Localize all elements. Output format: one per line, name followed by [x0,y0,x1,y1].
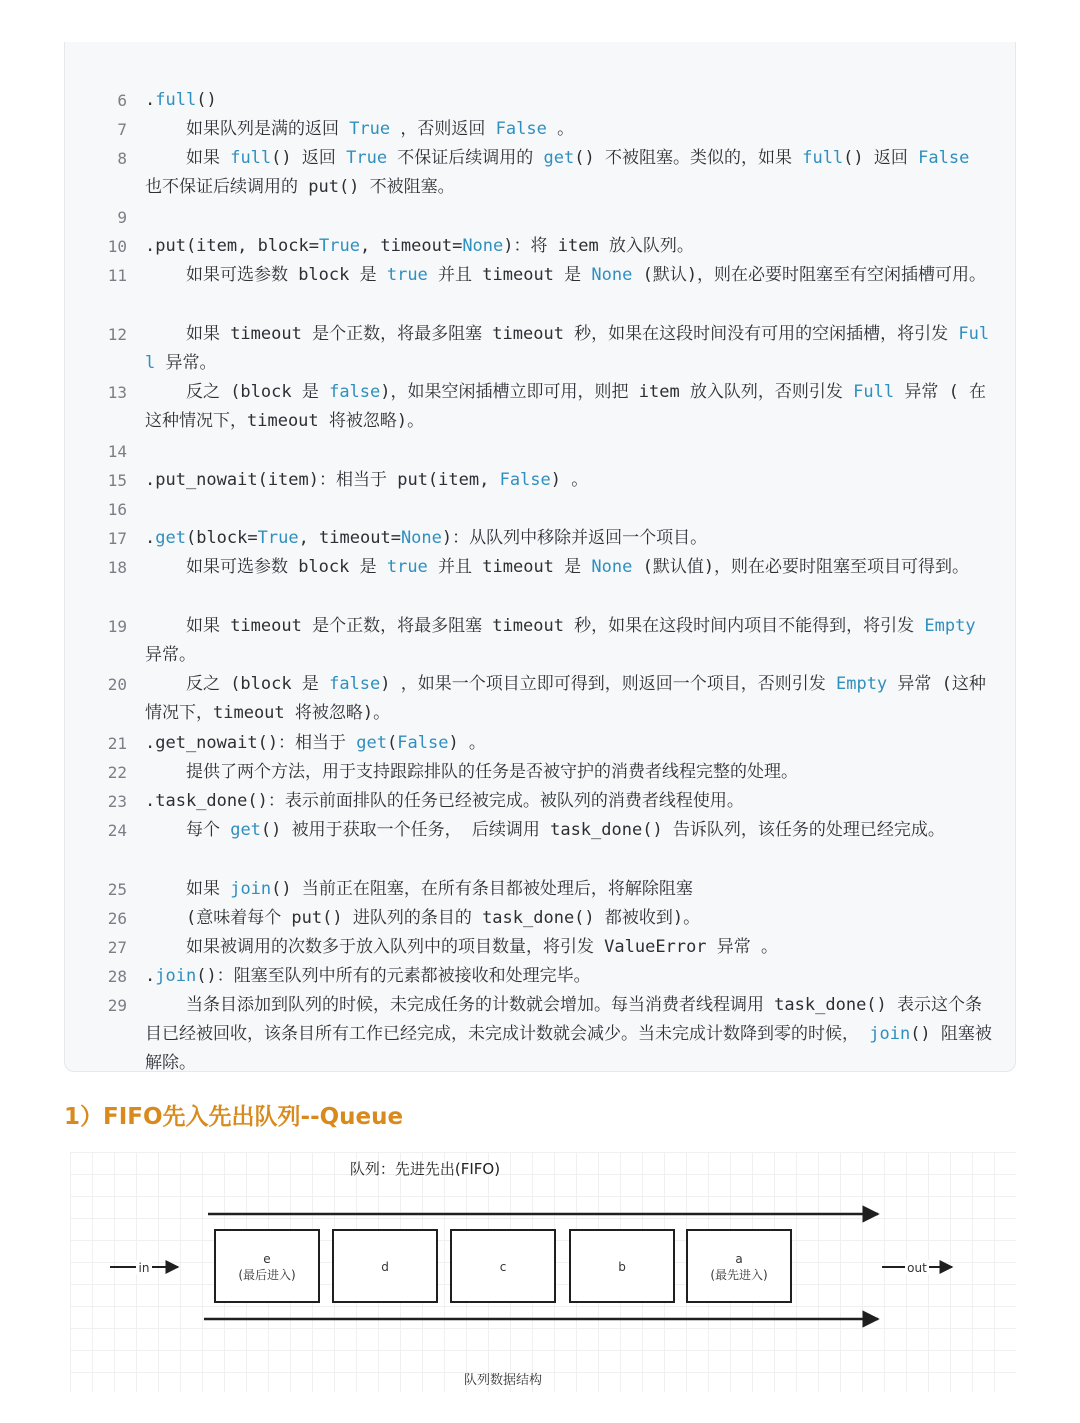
code-text [145,115,995,144]
code-keyword: False [918,148,970,168]
code-line-14 [65,437,1017,466]
code-text [145,261,995,290]
code-text [145,670,995,728]
cell-letter: d [381,1260,389,1274]
code-text-span: 异常 (这种情况下，timeout 将被忽略)。 [145,674,986,724]
code-keyword: get [356,733,388,753]
code-keyword: get [543,148,575,168]
line-number: 7 [117,120,127,139]
code-text-span: 反之 (block 是 [145,382,330,402]
code-line-26 [65,904,1017,933]
code-text [145,553,995,582]
line-number: 22 [107,763,127,782]
code-text [145,466,995,495]
code-text-span: 当条目添加到队列的时候，未完成任务的计数就会增加。每当消费者线程调用 task_done() 表示这个条目已经被回收，该条目所有工作已经完成，未完成计数就会减少。当未完成计数降到零的时候， [145,995,983,1045]
code-keyword: join [230,879,272,899]
line-number: 14 [107,442,127,461]
code-text-span: ) ，如果一个项目立即可得到，则返回一个项目，否则引发 [380,674,836,694]
line-number: 13 [107,383,127,402]
code-line-12 [65,320,1017,374]
code-text-span: () 当前正在阻塞，在所有条目都被处理后，将解除阻塞 [271,879,693,899]
code-text [145,612,995,670]
code-line-28 [65,962,1017,991]
code-keyword: full [155,90,197,110]
code-keyword: True [319,236,360,256]
queue-cell-a [687,1230,791,1302]
code-text-span: 也不保证后续调用的 put() 不被阻塞。 [145,148,980,198]
code-keyword: None [462,236,504,256]
code-text-span: 如果 timeout 是个正数，将最多阻塞 timeout 秒，如果在这段时间内项目不能得到，将引发 [145,616,925,636]
code-text-span: 不保证后续调用的 [387,148,544,168]
code-text [145,144,995,202]
code-line-16 [65,495,1017,524]
line-number: 20 [107,675,127,694]
code-text [145,232,995,261]
code-line-8 [65,144,1017,198]
code-text-span: ) 。 [448,733,486,753]
code-text-span: 异常。 [145,616,986,666]
code-text-span: 如果可选参数 block 是 [145,265,387,285]
code-keyword: None [400,528,442,548]
code-line-29 [65,991,1017,1074]
code-text-span: 异常。 [155,353,217,374]
line-number: 6 [117,91,127,110]
code-text-span: 异常 ( 在这种情况下，timeout 将被忽略)。 [145,382,987,432]
line-number: 10 [107,237,127,256]
code-text-span: () 不被阻塞。类似的，如果 [574,148,803,168]
code-text-span: (默认)，则在必要时阻塞至有空闲插槽可用。 [632,265,987,285]
code-text [145,378,995,436]
code-line-27 [65,933,1017,962]
code-text [145,320,995,378]
line-number: 9 [117,208,127,227]
line-number: 11 [107,266,127,285]
code-line-18 [65,553,1017,582]
code-keyword: False [495,119,547,139]
code-text [145,729,995,758]
code-keyword: get [230,820,261,840]
code-text-span: (默认值)，则在必要时阻塞至项目可得到。 [632,557,970,577]
cell-letter: a [735,1252,743,1266]
code-line-19 [65,612,1017,666]
code-text-span: 提供了两个方法，用于支持跟踪排队的任务是否被守护的消费者线程完整的处理。 [145,762,798,782]
code-text-span: 如果 [145,879,231,899]
code-keyword: false [329,382,381,402]
code-line-9 [65,203,1017,232]
code-keyword: Full [145,324,990,374]
code-keyword: full [230,148,272,168]
code-text-span: ) 。 [550,470,589,490]
code-text-span: () 阻塞被解除。 [145,1024,992,1074]
code-text [145,962,995,991]
code-text [145,933,995,962]
code-text-span: 如果可选参数 block 是 [145,557,387,577]
code-text-span: .get_nowait()：相当于 [145,733,357,753]
queue-cell-c [451,1230,555,1302]
code-text-span: 并且 timeout 是 [427,265,592,285]
code-line-20 [65,670,1017,724]
code-text-span: 如果 [145,148,231,168]
code-text-span: , timeout= [359,236,463,256]
code-keyword: True [257,528,299,548]
code-text-span: )，如果空闲插槽立即可用，则把 item 放入队列，否则引发 [380,382,854,402]
code-line-17 [65,524,1017,553]
code-text-span: )：从队列中移除并返回一个项目。 [441,528,708,548]
in-label: in [138,1261,150,1275]
code-text-span: .put(item, block= [145,236,319,256]
code-line-23 [65,787,1017,816]
code-text-span: (意味着每个 put() 进队列的条目的 task_done() 都被收到)。 [145,908,701,928]
code-keyword: false [329,674,381,694]
code-text-span: )：将 item 放入队列。 [503,236,694,256]
code-text-span: 反之 (block 是 [145,674,330,694]
line-number: 29 [107,996,127,1015]
code-keyword: Empty [835,674,888,694]
code-line-7 [65,115,1017,144]
code-text-span: 并且 timeout 是 [427,557,592,577]
line-number: 21 [107,734,127,753]
code-text [145,991,995,1079]
code-text [145,758,995,787]
line-number: 8 [117,149,127,168]
line-number: 28 [107,967,127,986]
code-line-10 [65,232,1017,261]
code-text-span: 每个 [145,820,231,840]
code-text [145,86,995,115]
code-line-25 [65,875,1017,904]
cell-note: (最先进入) [710,1268,768,1282]
line-number: 19 [107,617,127,636]
code-keyword: False [499,470,551,490]
code-text [145,787,995,816]
fifo-queue-diagram [70,1152,1016,1392]
code-text-span: () 返回 [843,148,919,168]
diagram-title: 队列：先进先出(FIFO) [349,1160,501,1178]
code-text [145,875,995,904]
code-text-span: 如果被调用的次数多于放入队列中的项目数量，将引发 ValueError 异常 。 [145,937,779,957]
code-text-span: 。 [546,119,575,139]
code-keyword: join [155,966,197,986]
code-keyword: Empty [924,616,976,636]
code-keyword: None [591,557,633,577]
line-number: 27 [107,938,127,957]
code-line-22 [65,758,1017,787]
code-text [145,904,995,933]
code-text-span: . [145,528,156,548]
code-text-span: . [145,90,156,110]
line-number: 17 [107,529,127,548]
cell-letter: b [618,1260,626,1274]
cell-note: (最后进入) [238,1268,296,1282]
code-keyword: True [346,148,388,168]
code-text-span: , timeout= [298,528,401,548]
code-line-6 [65,86,1017,115]
code-keyword: full [802,148,844,168]
queue-diagram-svg [70,1152,1016,1392]
code-text-span: .put_nowait(item)：相当于 put(item, [145,470,500,490]
code-keyword: True [349,119,391,139]
code-text-span: ( [387,733,398,753]
code-keyword: get [155,528,186,548]
code-keyword: join [869,1024,911,1045]
code-keyword: true [386,557,428,577]
code-line-21 [65,729,1017,758]
queue-cell-e [215,1230,319,1302]
line-number: 25 [107,880,127,899]
queue-cell-b [570,1230,674,1302]
code-keyword: true [386,265,428,285]
line-number: 26 [107,909,127,928]
code-text-span: 如果 timeout 是个正数，将最多阻塞 timeout 秒，如果在这段时间没有可用的空闲插槽，将引发 [145,324,959,344]
queue-cell-d [333,1230,437,1302]
code-keyword: Full [853,382,895,402]
cell-letter: e [263,1252,271,1266]
cell-letter: c [499,1260,507,1274]
line-number: 12 [107,325,127,344]
code-text-span: .task_done()：表示前面排队的任务已经被完成。被队列的消费者线程使用。 [145,791,744,811]
code-text-span: () 被用于获取一个任务， 后续调用 task_done() 告诉队列，该任务的处理已经完成。 [260,820,945,840]
code-text-span: 如果队列是满的返回 [145,119,350,139]
line-number: 24 [107,821,127,840]
out-label: out [907,1261,927,1275]
section-heading: 1）FIFO先入先出队列--Queue [64,1104,404,1130]
line-number: 18 [107,558,127,577]
code-line-11 [65,261,1017,290]
line-number: 23 [107,792,127,811]
code-block [64,42,1016,1072]
code-text-span: ()：阻塞至队列中所有的元素都被接收和处理完毕。 [196,966,591,986]
code-text [145,524,995,553]
line-number: 16 [107,500,127,519]
code-line-13 [65,378,1017,432]
code-text-span: ，否则返回 [390,119,496,139]
code-text-span: . [145,966,156,986]
code-text-span: () 返回 [271,148,347,168]
code-line-24 [65,816,1017,845]
code-text-span: () [196,90,217,110]
code-text-span: (block= [185,528,258,548]
code-keyword: None [591,265,633,285]
code-keyword: False [397,733,449,753]
diagram-caption: 队列数据结构 [463,1373,543,1388]
code-line-15 [65,466,1017,495]
code-text [145,816,995,845]
line-number: 15 [107,471,127,490]
